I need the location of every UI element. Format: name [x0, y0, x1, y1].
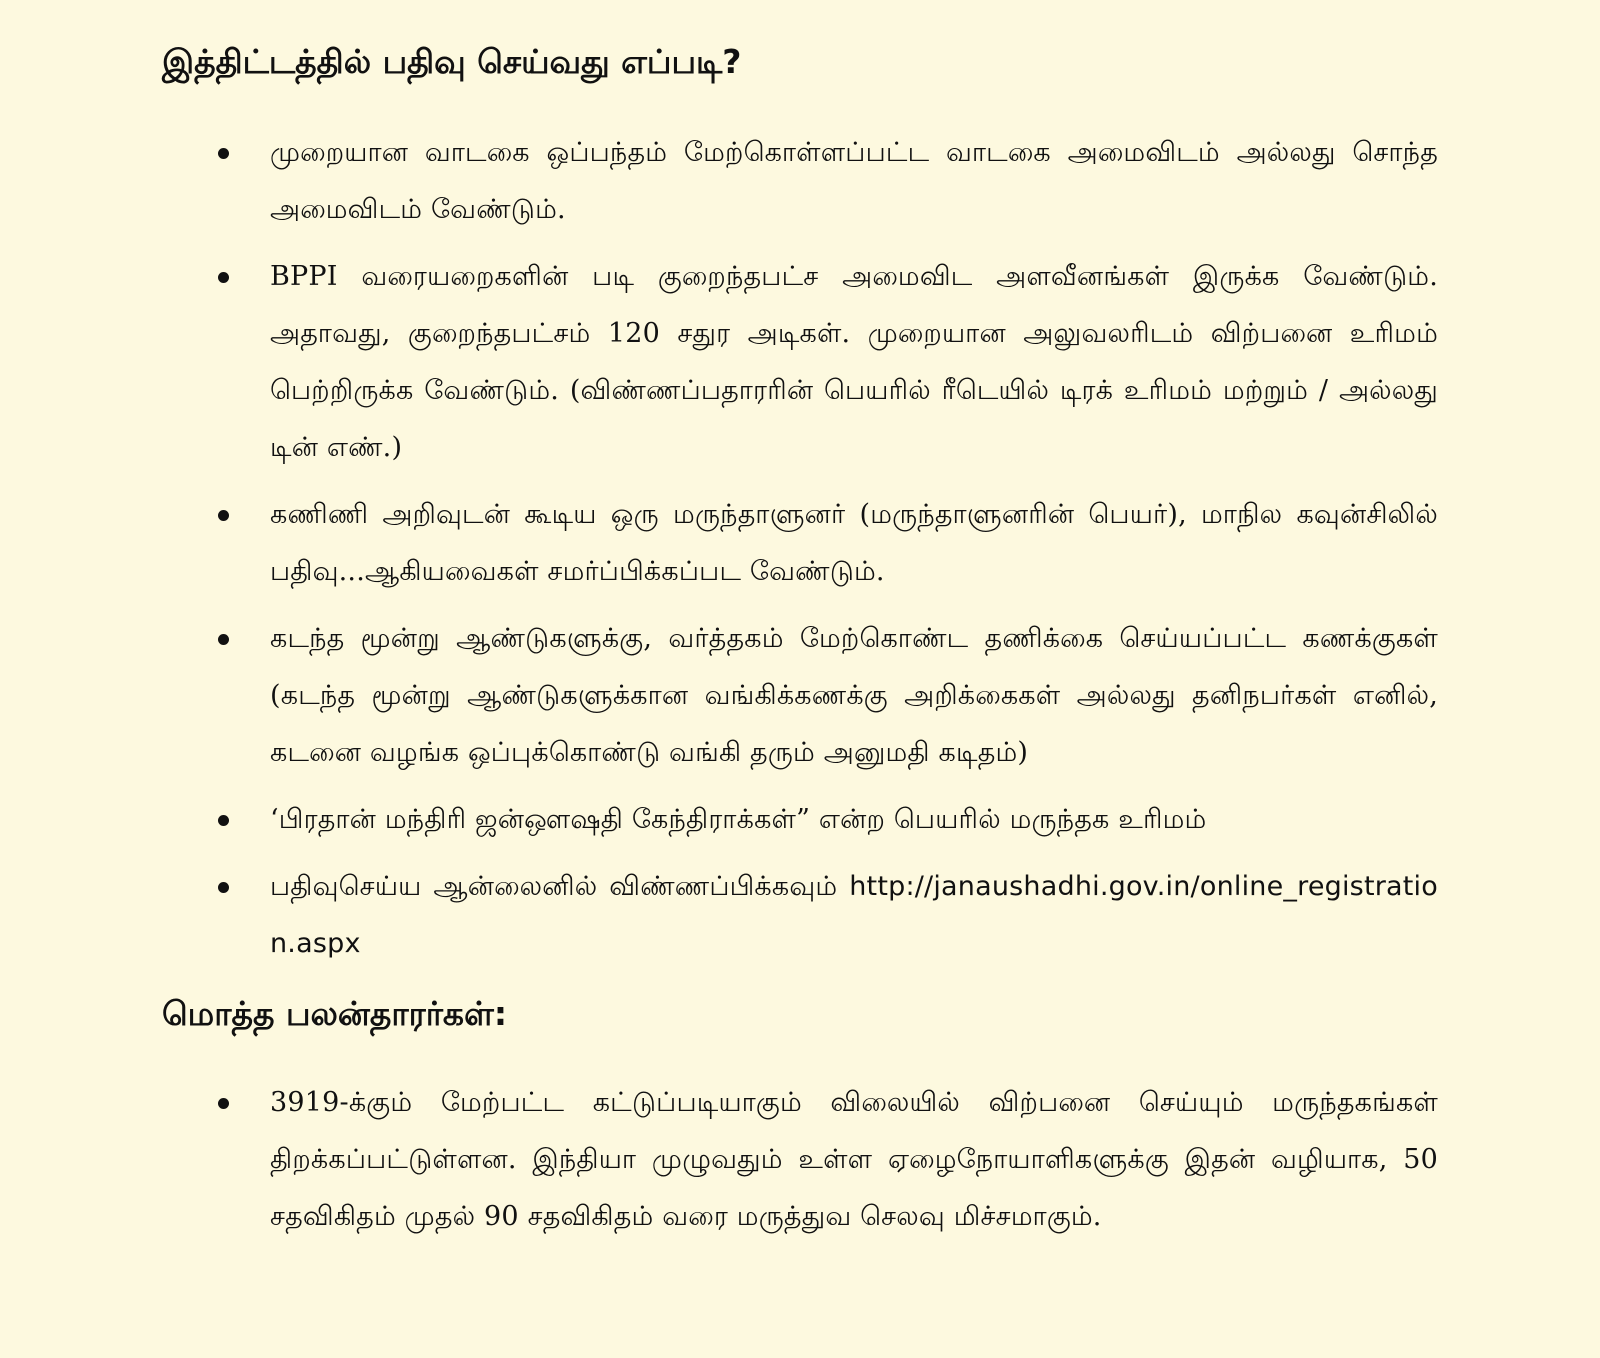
list-item-text: கடந்த மூன்று ஆண்டுகளுக்கு, வர்த்தகம் மேற்கொண்ட தணிக்கை செய்யப்பட்ட கணக்குகள் (கடந்த மூன்று ஆண்டுகளுக்கான வங்கிக்கணக்கு அறிக்கைகள் அல்லது தனிநபர்கள் எனில், கடனை வழங்க ஒப்புக்கொண்டு வங்கி தரும் அனுமதி கடிதம்)	[270, 623, 1438, 768]
registration-url-link[interactable]: http://janaushadhi.gov.in/online_registration.aspx	[270, 871, 1438, 959]
list-item-text: BPPI வரையறைகளின் படி குறைந்தபட்ச அமைவிட அளவீனங்கள் இருக்க வேண்டும். அதாவது, குறைந்தபட்சம் 120 சதுர அடிகள். முறையான அலுவலரிடம் விற்பனை உரிமம் பெற்றிருக்க வேண்டும். (விண்ணப்பதாரரின் பெயரில் ரீடெயில் டிரக் உரிமம் மற்றும் / அல்லது டின் எண்.)	[270, 261, 1438, 463]
bullet-icon	[218, 510, 229, 521]
bullet-icon	[218, 272, 229, 283]
list-item	[162, 610, 1438, 781]
list-item	[162, 248, 1438, 476]
list-item-text: 3919-க்கும் மேற்பட்ட கட்டுப்படியாகும் விலையில் விற்பனை செய்யும் மருந்தகங்கள் திறக்கப்பட்டுள்ளன. இந்தியா முழுவதும் உள்ள ஏழைநோயாளிகளுக்கு இதன் வழியாக, 50 சதவிகிதம் முதல் 90 சதவிகிதம் வரை மருத்துவ செலவு மிச்சமாகும்.	[270, 1087, 1438, 1232]
section-heading-beneficiaries: மொத்த பலன்தாரர்கள்:	[162, 994, 508, 1033]
register-instruction: பதிவுசெய்ய ஆன்லைனில் விண்ணப்பிக்கவும்	[270, 871, 838, 902]
list-item	[162, 486, 1438, 600]
beneficiaries-list	[162, 1074, 1438, 1245]
list-item-text: ‘பிரதான் மந்திரி ஜன்ஔஷதி கேந்திராக்கள்” என்ற பெயரில் மருந்தக உரிமம்	[270, 804, 1207, 835]
bullet-icon	[218, 148, 229, 159]
bullet-icon	[218, 634, 229, 645]
bullet-icon	[218, 1098, 229, 1109]
list-item-text: கணிணி அறிவுடன் கூடிய ஒரு மருந்தாளுனர் (மருந்தாளுனரின் பெயர்), மாநில கவுன்சிலில் பதிவு...ஆகியவைகள் சமர்ப்பிக்கப்பட வேண்டும்.	[270, 499, 1438, 587]
list-item	[162, 1074, 1438, 1245]
list-item	[162, 124, 1438, 238]
list-item	[162, 791, 1438, 848]
bullet-icon	[218, 882, 229, 893]
bullet-icon	[218, 815, 229, 826]
list-item-text: முறையான வாடகை ஒப்பந்தம் மேற்கொள்ளப்பட்ட வாடகை அமைவிடம் அல்லது சொந்த அமைவிடம் வேண்டும்.	[270, 137, 1438, 225]
list-item-register-online	[162, 858, 1438, 972]
list-item-text	[270, 858, 1438, 972]
section-heading-registration: இத்திட்டத்தில் பதிவு செய்வது எப்படி?	[162, 42, 742, 81]
registration-requirements-list	[162, 124, 1438, 972]
